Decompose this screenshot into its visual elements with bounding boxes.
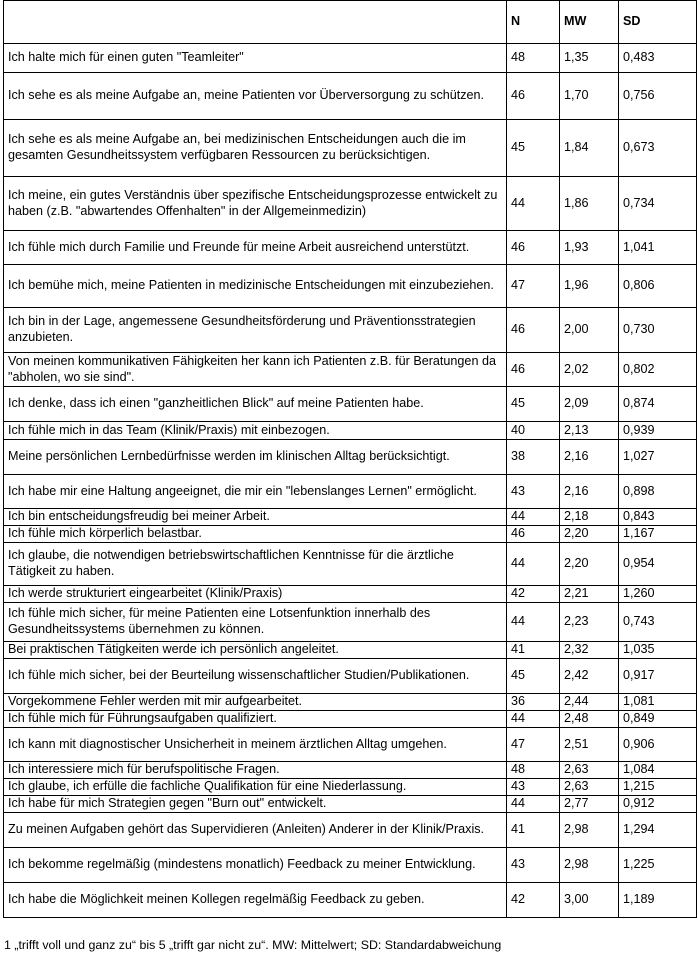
mw-cell: 2,42: [560, 659, 619, 694]
sd-cell: 1,041: [619, 231, 697, 265]
mw-cell: 2,18: [560, 509, 619, 526]
mw-cell: 2,98: [560, 813, 619, 848]
table-row: [4, 387, 697, 422]
mw-cell: 2,77: [560, 796, 619, 813]
table-row: [4, 711, 697, 728]
table-row: [4, 440, 697, 475]
item-cell: Ich habe die Möglichkeit meinen Kollegen regelmäßig Feedback zu geben.: [4, 883, 507, 918]
table-row: [4, 796, 697, 813]
item-cell: Ich fühle mich für Führungsaufgaben qualifiziert.: [4, 711, 507, 728]
sd-cell: 0,734: [619, 177, 697, 231]
item-cell: Ich sehe es als meine Aufgabe an, bei medizinischen Entscheidungen auch die im gesamten Gesundheitssystem verfügbaren Ressourcen zu berücksichtigen.: [4, 120, 507, 177]
mw-cell: 1,84: [560, 120, 619, 177]
item-cell: Ich fühle mich körperlich belastbar.: [4, 526, 507, 543]
item-cell: Ich habe für mich Strategien gegen "Burn out" entwickelt.: [4, 796, 507, 813]
item-cell: Von meinen kommunikativen Fähigkeiten her kann ich Patienten z.B. für Beratungen da "abholen, wo sie sind".: [4, 353, 507, 387]
item-cell: Ich sehe es als meine Aufgabe an, meine Patienten vor Überversorgung zu schützen.: [4, 73, 507, 120]
mw-cell: 2,20: [560, 526, 619, 543]
sd-cell: 1,294: [619, 813, 697, 848]
sd-cell: 1,084: [619, 762, 697, 779]
n-cell: 38: [507, 440, 560, 475]
header-sd: SD: [619, 1, 697, 44]
table-row: [4, 177, 697, 231]
mw-cell: 3,00: [560, 883, 619, 918]
mw-cell: 2,51: [560, 728, 619, 762]
n-cell: 48: [507, 44, 560, 73]
item-cell: Ich fühle mich durch Familie und Freunde für meine Arbeit ausreichend unterstützt.: [4, 231, 507, 265]
item-cell: Ich bin in der Lage, angemessene Gesundheitsförderung und Präventionsstrategien anzubieten.: [4, 308, 507, 353]
sd-cell: 0,912: [619, 796, 697, 813]
n-cell: 44: [507, 177, 560, 231]
item-cell: Ich habe mir eine Haltung angeeignet, die mir ein "lebenslanges Lernen" ermöglicht.: [4, 475, 507, 509]
item-cell: Zu meinen Aufgaben gehört das Supervidieren (Anleiten) Anderer in der Klinik/Praxis.: [4, 813, 507, 848]
table-row: [4, 308, 697, 353]
n-cell: 45: [507, 387, 560, 422]
mw-cell: 2,13: [560, 422, 619, 440]
sd-cell: 1,167: [619, 526, 697, 543]
n-cell: 45: [507, 659, 560, 694]
item-cell: Ich glaube, die notwendigen betriebswirtschaftlichen Kenntnisse für die ärztliche Tätigkeit zu haben.: [4, 543, 507, 586]
item-cell: Ich bin entscheidungsfreudig bei meiner Arbeit.: [4, 509, 507, 526]
mw-cell: 2,09: [560, 387, 619, 422]
mw-cell: 1,93: [560, 231, 619, 265]
sd-cell: 0,802: [619, 353, 697, 387]
table-row: [4, 813, 697, 848]
table-row: [4, 231, 697, 265]
mw-cell: 1,35: [560, 44, 619, 73]
table-row: [4, 44, 697, 73]
table-row: [4, 422, 697, 440]
mw-cell: 2,98: [560, 848, 619, 883]
item-cell: Ich glaube, ich erfülle die fachliche Qualifikation für eine Niederlassung.: [4, 779, 507, 796]
item-cell: Ich werde strukturiert eingearbeitet (Klinik/Praxis): [4, 586, 507, 603]
table-row: [4, 353, 697, 387]
n-cell: 42: [507, 586, 560, 603]
mw-cell: 2,32: [560, 642, 619, 659]
n-cell: 43: [507, 475, 560, 509]
table-row: [4, 603, 697, 642]
item-cell: Bei praktischen Tätigkeiten werde ich persönlich angeleitet.: [4, 642, 507, 659]
mw-cell: 2,63: [560, 779, 619, 796]
mw-cell: 2,23: [560, 603, 619, 642]
table-row: [4, 728, 697, 762]
n-cell: 42: [507, 883, 560, 918]
mw-cell: 1,96: [560, 265, 619, 308]
sd-cell: 0,954: [619, 543, 697, 586]
n-cell: 36: [507, 694, 560, 711]
table-row: [4, 659, 697, 694]
n-cell: 43: [507, 779, 560, 796]
sd-cell: 0,849: [619, 711, 697, 728]
sd-cell: 1,225: [619, 848, 697, 883]
sd-cell: 0,673: [619, 120, 697, 177]
n-cell: 47: [507, 265, 560, 308]
n-cell: 41: [507, 813, 560, 848]
n-cell: 46: [507, 353, 560, 387]
n-cell: 44: [507, 603, 560, 642]
sd-cell: 1,189: [619, 883, 697, 918]
table-row: [4, 526, 697, 543]
sd-cell: 0,743: [619, 603, 697, 642]
item-cell: Vorgekommene Fehler werden mit mir aufgearbeitet.: [4, 694, 507, 711]
mw-cell: 2,20: [560, 543, 619, 586]
n-cell: 47: [507, 728, 560, 762]
table-row: [4, 848, 697, 883]
table-row: [4, 120, 697, 177]
sd-cell: 1,081: [619, 694, 697, 711]
item-cell: Ich halte mich für einen guten "Teamleiter": [4, 44, 507, 73]
table-row: [4, 779, 697, 796]
results-table: [3, 0, 697, 918]
sd-cell: 1,215: [619, 779, 697, 796]
header-item: [4, 1, 507, 44]
mw-cell: 1,70: [560, 73, 619, 120]
n-cell: 46: [507, 73, 560, 120]
table-row: [4, 586, 697, 603]
mw-cell: 2,16: [560, 440, 619, 475]
sd-cell: 0,939: [619, 422, 697, 440]
item-cell: Ich meine, ein gutes Verständnis über spezifische Entscheidungsprozesse entwickelt zu haben (z.B. "abwartendes Offenhalten" in der Allgemeinmedizin): [4, 177, 507, 231]
table-row: [4, 475, 697, 509]
sd-cell: 1,260: [619, 586, 697, 603]
item-cell: Ich fühle mich sicher, bei der Beurteilung wissenschaftlicher Studien/Publikationen.: [4, 659, 507, 694]
header-mw: MW: [560, 1, 619, 44]
n-cell: 44: [507, 796, 560, 813]
item-cell: Ich fühle mich in das Team (Klinik/Praxis) mit einbezogen.: [4, 422, 507, 440]
mw-cell: 2,44: [560, 694, 619, 711]
n-cell: 46: [507, 526, 560, 543]
n-cell: 41: [507, 642, 560, 659]
n-cell: 43: [507, 848, 560, 883]
n-cell: 45: [507, 120, 560, 177]
item-cell: Ich denke, dass ich einen "ganzheitlichen Blick" auf meine Patienten habe.: [4, 387, 507, 422]
mw-cell: 2,16: [560, 475, 619, 509]
table-row: [4, 265, 697, 308]
item-cell: Ich bekomme regelmäßig (mindestens monatlich) Feedback zu meiner Entwicklung.: [4, 848, 507, 883]
sd-cell: 0,874: [619, 387, 697, 422]
table-row: [4, 543, 697, 586]
sd-cell: 1,035: [619, 642, 697, 659]
n-cell: 40: [507, 422, 560, 440]
footnote: 1 „trifft voll und ganz zu“ bis 5 „trifft gar nicht zu“. MW: Mittelwert; SD: Standardabweichung: [4, 938, 502, 952]
sd-cell: 0,898: [619, 475, 697, 509]
n-cell: 46: [507, 231, 560, 265]
table-row: [4, 73, 697, 120]
sd-cell: 0,806: [619, 265, 697, 308]
n-cell: 48: [507, 762, 560, 779]
item-cell: Meine persönlichen Lernbedürfnisse werden im klinischen Alltag berücksichtigt.: [4, 440, 507, 475]
table-body: [4, 44, 697, 918]
sd-cell: 0,730: [619, 308, 697, 353]
table-row: [4, 883, 697, 918]
table-row: [4, 762, 697, 779]
mw-cell: 2,63: [560, 762, 619, 779]
sd-cell: 0,483: [619, 44, 697, 73]
table-row: [4, 694, 697, 711]
item-cell: Ich bemühe mich, meine Patienten in medizinische Entscheidungen mit einzubeziehen.: [4, 265, 507, 308]
n-cell: 44: [507, 509, 560, 526]
mw-cell: 1,86: [560, 177, 619, 231]
sd-cell: 0,917: [619, 659, 697, 694]
mw-cell: 2,48: [560, 711, 619, 728]
n-cell: 46: [507, 308, 560, 353]
item-cell: Ich fühle mich sicher, für meine Patienten eine Lotsenfunktion innerhalb des Gesundheitssystems übernehmen zu können.: [4, 603, 507, 642]
sd-cell: 0,756: [619, 73, 697, 120]
mw-cell: 2,00: [560, 308, 619, 353]
n-cell: 44: [507, 543, 560, 586]
n-cell: 44: [507, 711, 560, 728]
table-row: [4, 509, 697, 526]
mw-cell: 2,02: [560, 353, 619, 387]
sd-cell: 0,906: [619, 728, 697, 762]
header-n: N: [507, 1, 560, 44]
item-cell: Ich kann mit diagnostischer Unsicherheit in meinem ärztlichen Alltag umgehen.: [4, 728, 507, 762]
item-cell: Ich interessiere mich für berufspolitische Fragen.: [4, 762, 507, 779]
mw-cell: 2,21: [560, 586, 619, 603]
header-row: [4, 1, 697, 44]
sd-cell: 0,843: [619, 509, 697, 526]
sd-cell: 1,027: [619, 440, 697, 475]
table-row: [4, 642, 697, 659]
